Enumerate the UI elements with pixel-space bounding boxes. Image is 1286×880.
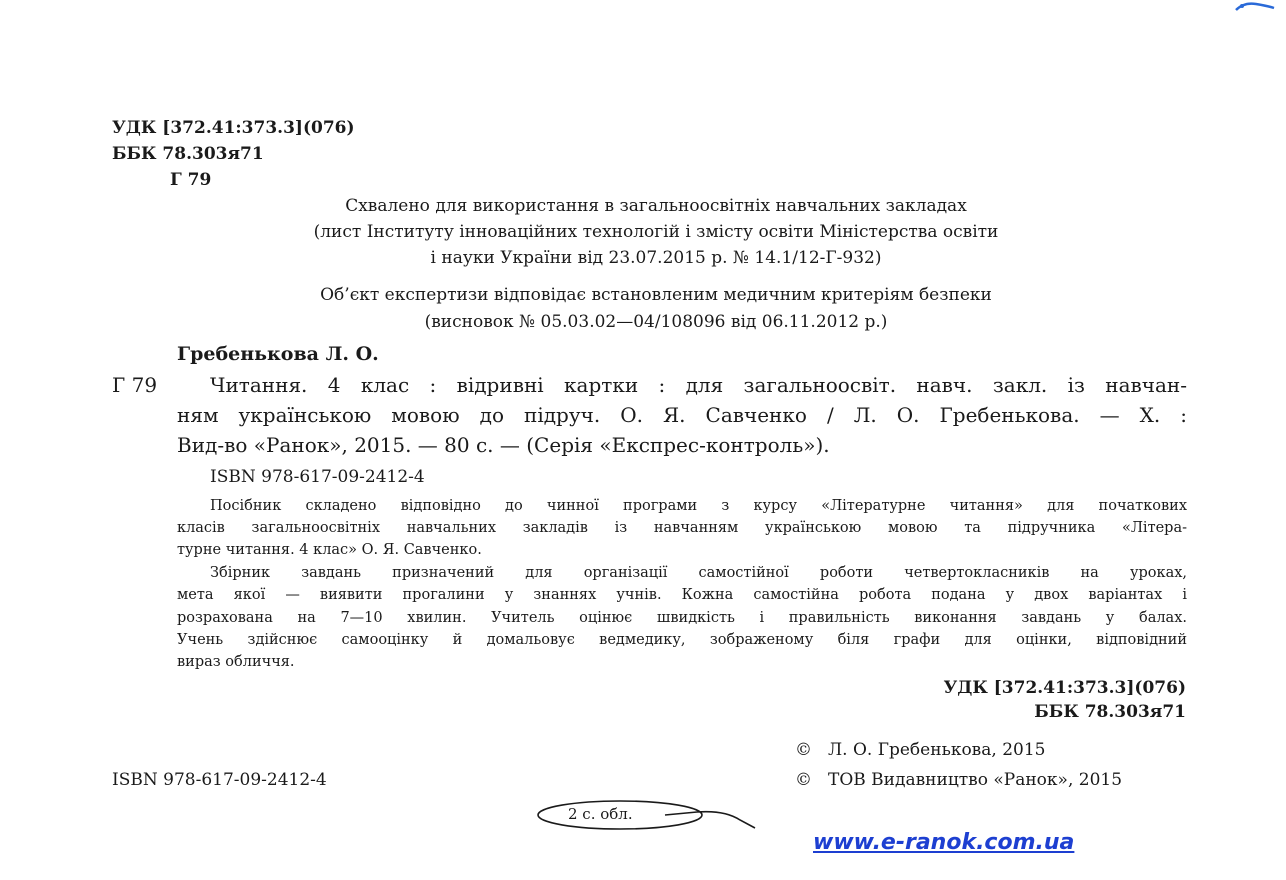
classification-udk: УДК [372.41:373.3](076) <box>943 678 1186 698</box>
description-p2-line-1: Збірник завдань призначений для організації самостійної роботи четвертокласників на уроках, <box>210 565 1187 581</box>
cover-label: 2 с. обл. <box>568 805 633 823</box>
description-p2-line-2: мета якої — виявити прогалини у знаннях учнів. Кожна самостійна робота подана у двох варіантах і <box>177 587 1187 603</box>
footer-isbn: ISBN 978-617-09-2412-4 <box>112 770 327 790</box>
entry-author: Гребенькова Л. О. <box>177 343 379 365</box>
approval-line-5: (висновок № 05.03.02—04/108096 від 06.11.2012 р.) <box>424 312 888 332</box>
description-p1-line-3: турне читання. 4 клас» О. Я. Савченко. <box>177 542 482 558</box>
approval-line-2: (лист Інституту інноваційних технологій і змісту освіти Міністерства освіти <box>313 222 999 242</box>
approval-line-4: Об’єкт експертизи відповідає встановленим медичним критеріям безпеки <box>320 285 992 305</box>
publisher-logo-icon <box>1234 0 1276 12</box>
entry-line-1: Читання. 4 клас : відривні картки : для загальноосвіт. навч. закл. із навчан- <box>210 373 1187 397</box>
entry-code: Г 79 <box>112 373 158 397</box>
copyright-publisher: ТОВ Видавництво «Ранок», 2015 <box>828 770 1123 790</box>
description-p2-line-5: вираз обличчя. <box>177 654 295 670</box>
header-code: Г 79 <box>170 170 212 190</box>
entry-line-3: Вид-во «Ранок», 2015. — 80 с. — (Серія «Експрес-контроль»). <box>177 433 830 457</box>
copyright-symbol-2: © <box>795 770 812 790</box>
website-link[interactable]: www.e-ranok.com.ua <box>813 830 1075 855</box>
classification-bbk: ББК 78.303я71 <box>1034 702 1186 722</box>
entry-line-2: ням українською мовою до підруч. О. Я. Савченко / Л. О. Гребенькова. — Х. : <box>177 403 1187 427</box>
description-p1-line-1: Посібник складено відповідно до чинної програми з курсу «Літературне читання» для початкових <box>210 498 1187 514</box>
copyright-author: Л. О. Гребенькова, 2015 <box>828 740 1046 760</box>
entry-isbn: ISBN 978-617-09-2412-4 <box>210 467 425 487</box>
header-udk: УДК [372.41:373.3](076) <box>112 118 355 138</box>
copyright-symbol-1: © <box>795 740 812 760</box>
description-p2-line-3: розрахована на 7—10 хвилин. Учитель оцінює швидкість і правильність виконання завдань у балах. <box>177 610 1187 626</box>
approval-line-1: Схвалено для використання в загальноосвітніх навчальних закладах <box>345 196 967 216</box>
description-p1-line-2: класів загальноосвітніх навчальних закладів із навчанням українською мовою та підручника «Літера- <box>177 520 1187 536</box>
header-bbk: ББК 78.303я71 <box>112 144 264 164</box>
description-p2-line-4: Учень здійснює самооцінку й домальовує ведмедику, зображеному біля графи для оцінки, відповідний <box>177 632 1187 648</box>
approval-line-3: і науки України від 23.07.2015 р. № 14.1/12-Г-932) <box>430 248 882 268</box>
